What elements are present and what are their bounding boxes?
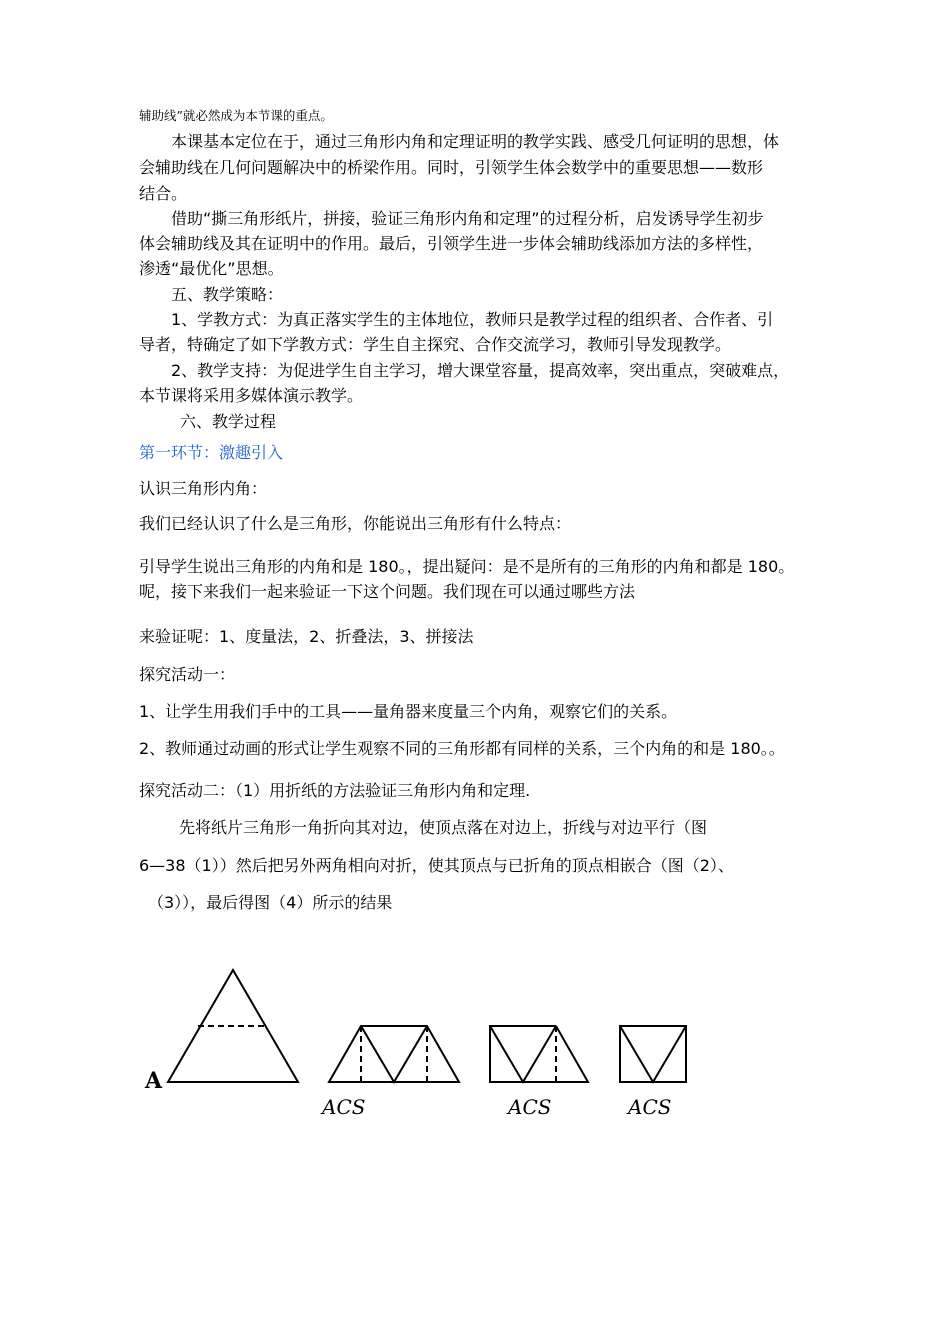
stage-heading: 第一环节：激趣引入: [139, 443, 284, 462]
text-line: 2、教师通过动画的形式让学生观察不同的三角形都有同样的关系，三个内角的和是 180。。: [139, 739, 785, 758]
text-line: 先将纸片三角形一角折向其对边，使顶点落在对边上，折线与对边平行（图: [179, 818, 708, 837]
figure-1-triangle: [168, 970, 298, 1082]
figure-3-caption: ACS: [508, 1095, 552, 1119]
text-line: 呢，接下来我们一起来验证一下这个问题。我们现在可以通过哪些方法: [139, 582, 636, 601]
folding-figure: [140, 960, 720, 1130]
paragraph-line: 会辅助线在几何问题解决中的桥梁作用。同时，引领学生体会数学中的重要思想——数形: [139, 158, 764, 177]
figure-2-trapezoid: [329, 1026, 459, 1082]
paragraph-line: 本课基本定位在于，通过三角形内角和定理证明的教学实践、感受几何证明的思想，体: [171, 132, 780, 151]
paragraph-line: 体会辅助线及其在证明中的作用。最后，引领学生进一步体会辅助线添加方法的多样性，: [139, 234, 764, 253]
text-line: 来验证呢：1、度量法，2、折叠法，3、拼接法: [139, 627, 474, 646]
section-heading: 五、教学策略：: [171, 285, 284, 304]
section-heading: 六、教学过程: [180, 412, 277, 431]
paragraph-line: 借助“撕三角形纸片，拼接，验证三角形内角和定理”的过程分析，启发诱导学生初步: [171, 209, 764, 228]
text-line: 认识三角形内角：: [139, 479, 268, 498]
paragraph-line: 2、教学支持：为促进学生自主学习，增大课堂容量，提高效率，突出重点，突破难点，: [171, 361, 790, 380]
figure-3-partial-rectangle: [490, 1026, 588, 1082]
text-line: 6—38（1））然后把另外两角相向对折，使其顶点与已折角的顶点相嵌合（图（2）、: [139, 856, 734, 875]
figure-2-caption: ACS: [322, 1095, 366, 1119]
paragraph-line: 本节课将采用多媒体演示教学。: [139, 386, 364, 405]
paragraph-line: 导者，特确定了如下学教方式：学生自主探究、合作交流学习，教师引导发现教学。: [139, 335, 732, 354]
text-line: 1、让学生用我们手中的工具——量角器来度量三个内角，观察它们的关系。: [139, 702, 678, 721]
vertex-label-a: A: [145, 1068, 163, 1094]
paragraph-line: 结合。: [139, 184, 188, 203]
figure-4-caption: ACS: [628, 1095, 672, 1119]
text-line: 辅助线”就必然成为本节课的重点。: [139, 108, 333, 123]
text-line: 探究活动一：: [139, 665, 236, 684]
text-line: 探究活动二：（1）用折纸的方法验证三角形内角和定理.: [139, 781, 531, 800]
paragraph-line: 渗透“最优化”思想。: [139, 259, 284, 278]
paragraph-line: 1、学教方式：为真正落实学生的主体地位，教师只是教学过程的组织者、合作者、引: [171, 310, 774, 329]
text-line: 引导学生说出三角形的内角和是 180。，提出疑问：是不是所有的三角形的内角和都是 180。: [139, 557, 795, 576]
text-line: 我们已经认识了什么是三角形，你能说出三角形有什么特点：: [139, 514, 572, 533]
figure-4-rectangle: [620, 1026, 686, 1082]
text-line: （3）），最后得图（4）所示的结果: [148, 893, 393, 912]
